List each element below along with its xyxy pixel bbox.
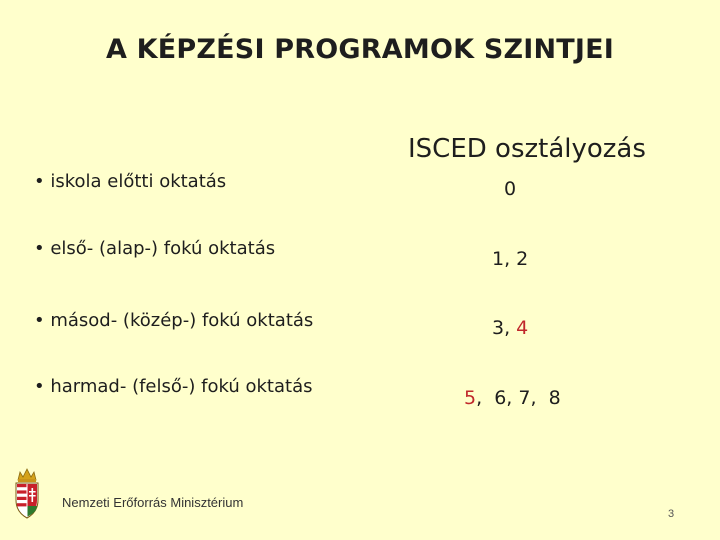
level-value-secondary-highlight: 4 [516,317,529,339]
isced-header: ISCED osztályozás [408,134,646,164]
page-number: 3 [668,508,675,520]
level-value-secondary [492,317,528,339]
level-value-preschool: 0 [504,178,517,200]
level-label-primary: • első- (alap-) fokú oktatás [34,238,276,259]
level-value-tertiary-highlight: 5 [464,387,477,409]
level-value-tertiary-main: , 6, 7, 8 [476,387,561,409]
level-label-preschool: • iskola előtti oktatás [34,171,227,192]
ministry-name: Nemzeti Erőforrás Minisztérium [62,495,244,510]
slide-title: A KÉPZÉSI PROGRAMOK SZINTJEI [105,34,615,65]
level-value-tertiary [464,387,561,409]
level-label-secondary: • másod- (közép-) fokú oktatás [34,310,314,331]
level-label-tertiary: • harmad- (felső-) fokú oktatás [34,376,313,397]
level-value-primary: 1, 2 [492,248,529,270]
hungarian-coat-of-arms-icon [12,466,42,522]
level-value-secondary-main: 3, [492,317,517,339]
